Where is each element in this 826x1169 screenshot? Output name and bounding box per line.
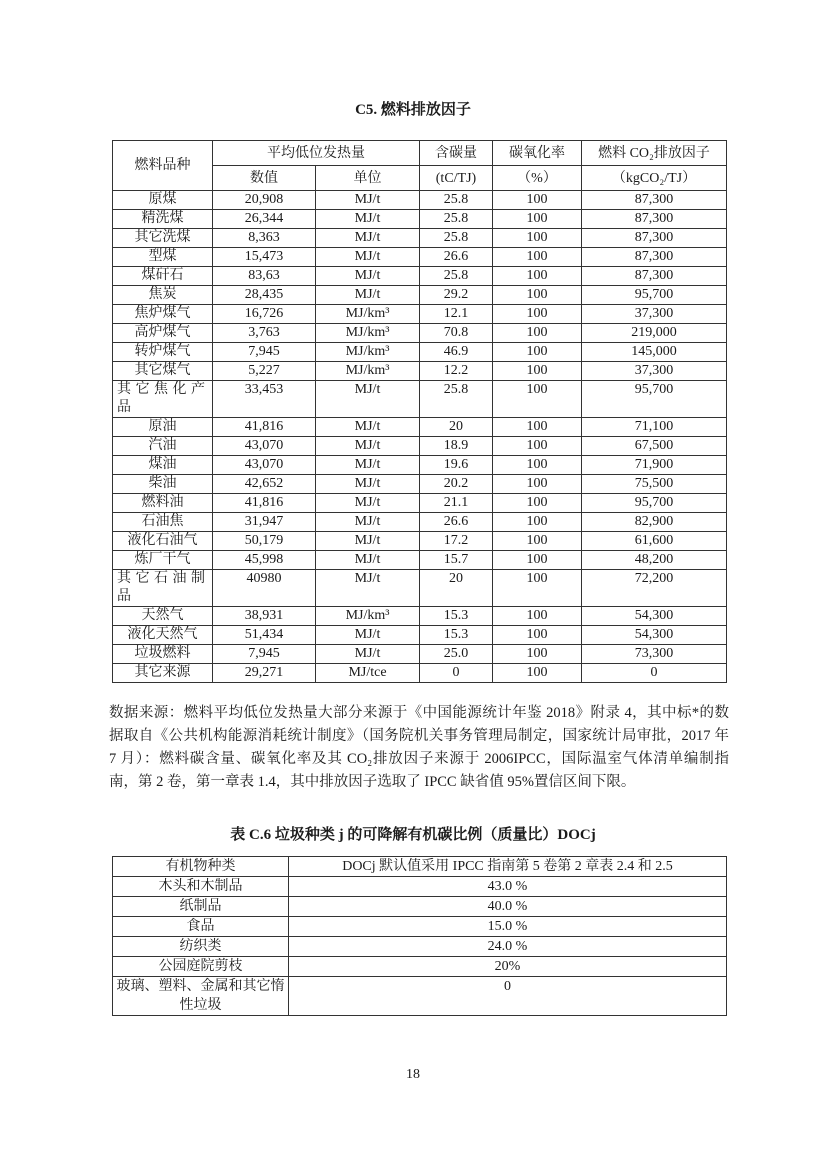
carbon-content-cell: 25.8 [420, 229, 493, 248]
unit-cell: MJ/t [316, 494, 420, 513]
fuel-table-row [113, 191, 727, 210]
organic-type-cell: 公园庭院剪枝 [113, 957, 289, 977]
organic-type-cell: 纺织类 [113, 937, 289, 957]
fuel-name-cell: 精洗煤 [113, 210, 213, 229]
oxidation-rate-cell: 100 [493, 418, 582, 437]
fuel-name-cell: 焦炉煤气 [113, 305, 213, 324]
carbon-content-cell: 20.2 [420, 475, 493, 494]
heating-value-cell: 8,363 [213, 229, 316, 248]
docj-value-cell: 0 [289, 977, 727, 1016]
carbon-content-cell: 15.3 [420, 607, 493, 626]
oxidation-rate-cell: 100 [493, 343, 582, 362]
fuel-table-row [113, 645, 727, 664]
source-note-line: 7 月）：燃料碳含量、碳氧化率及其 CO₂排放因子来源于 2006IPCC，国际温室气体清单编制指 [109, 751, 729, 767]
fuel-table-row [113, 437, 727, 456]
oxidation-rate-cell: 100 [493, 494, 582, 513]
heating-value-cell: 42,652 [213, 475, 316, 494]
carbon-content-cell: 70.8 [420, 324, 493, 343]
oxidation-rate-cell: 100 [493, 456, 582, 475]
fuel-table-row [113, 626, 727, 645]
oxidation-rate-cell: 100 [493, 286, 582, 305]
oxidation-rate-cell: 100 [493, 267, 582, 286]
page-number: 18 [406, 1067, 420, 1082]
emission-factor-cell: 71,100 [582, 418, 727, 437]
emission-factor-cell: 87,300 [582, 191, 727, 210]
unit-cell: MJ/t [316, 248, 420, 267]
col-header-oxidation-rate: 碳氧化率 [493, 141, 582, 166]
organic-type-cell: 木头和木制品 [113, 877, 289, 897]
carbon-content-cell: 15.3 [420, 626, 493, 645]
emission-factor-cell: 37,300 [582, 362, 727, 381]
fuel-name-cell: 型煤 [113, 248, 213, 267]
fuel-name-cell: 其它洗煤 [113, 229, 213, 248]
fuel-table-row [113, 418, 727, 437]
fuel-table-row [113, 456, 727, 475]
col-header-emission-factor: 燃料 CO₂排放因子 [582, 141, 727, 166]
oxidation-rate-cell: 100 [493, 437, 582, 456]
docj-value-cell: 43.0 % [289, 877, 727, 897]
emission-factor-cell: 73,300 [582, 645, 727, 664]
heating-value-cell: 41,816 [213, 494, 316, 513]
emission-factor-cell: 87,300 [582, 248, 727, 267]
fuel-name-cell: 其它石油制品 [113, 570, 213, 607]
col-header-oxidation-unit: （%） [493, 166, 582, 191]
unit-cell: MJ/t [316, 570, 420, 607]
carbon-content-cell: 15.7 [420, 551, 493, 570]
emission-factor-cell: 54,300 [582, 626, 727, 645]
unit-cell: MJ/tce [316, 664, 420, 683]
col-header-heating-value: 平均低位发热量 [213, 141, 420, 166]
fuel-table-header-row-1 [113, 141, 727, 166]
fuel-table-body [113, 191, 727, 683]
docj-value-cell: 20% [289, 957, 727, 977]
heating-value-cell: 83,63 [213, 267, 316, 286]
carbon-content-cell: 25.8 [420, 267, 493, 286]
emission-factor-cell: 82,900 [582, 513, 727, 532]
organic-type-cell: 玻璃、塑料、金属和其它惰性垃圾 [113, 977, 289, 1016]
doc-table-row [113, 877, 727, 897]
carbon-content-cell: 17.2 [420, 532, 493, 551]
carbon-content-cell: 0 [420, 664, 493, 683]
doc-table-header-row [113, 857, 727, 877]
oxidation-rate-cell: 100 [493, 305, 582, 324]
fuel-name-cell: 其它来源 [113, 664, 213, 683]
carbon-content-cell: 25.8 [420, 210, 493, 229]
data-source-note [109, 702, 729, 794]
col-header-organic-type: 有机物种类 [113, 857, 289, 877]
heating-value-cell: 38,931 [213, 607, 316, 626]
source-note-line: 据取自《公共机构能源消耗统计制度》（国务院机关事务管理局制定，国家统计局审批，2017 年 [109, 728, 729, 744]
emission-factor-cell: 0 [582, 664, 727, 683]
oxidation-rate-cell: 100 [493, 664, 582, 683]
fuel-name-cell: 焦炭 [113, 286, 213, 305]
unit-cell: MJ/t [316, 286, 420, 305]
emission-factor-cell: 87,300 [582, 229, 727, 248]
unit-cell: MJ/t [316, 229, 420, 248]
organic-type-cell: 纸制品 [113, 897, 289, 917]
col-header-fuel-type: 燃料品种 [113, 141, 213, 191]
docj-value-cell: 15.0 % [289, 917, 727, 937]
fuel-name-cell: 炼厂干气 [113, 551, 213, 570]
unit-cell: MJ/km³ [316, 362, 420, 381]
fuel-table-row [113, 494, 727, 513]
fuel-table-row [113, 551, 727, 570]
fuel-table-row [113, 513, 727, 532]
emission-factor-cell: 72,200 [582, 570, 727, 607]
oxidation-rate-cell: 100 [493, 191, 582, 210]
fuel-table-row [113, 475, 727, 494]
unit-cell: MJ/t [316, 551, 420, 570]
fuel-name-cell: 柴油 [113, 475, 213, 494]
heating-value-cell: 3,763 [213, 324, 316, 343]
oxidation-rate-cell: 100 [493, 645, 582, 664]
oxidation-rate-cell: 100 [493, 513, 582, 532]
emission-factor-cell: 75,500 [582, 475, 727, 494]
fuel-name-cell: 天然气 [113, 607, 213, 626]
heating-value-cell: 51,434 [213, 626, 316, 645]
carbon-content-cell: 26.6 [420, 513, 493, 532]
col-header-docj-default: DOCj 默认值采用 IPCC 指南第 5 卷第 2 章表 2.4 和 2.5 [289, 857, 727, 877]
fuel-name-cell: 液化石油气 [113, 532, 213, 551]
heating-value-cell: 50,179 [213, 532, 316, 551]
fuel-table-row [113, 381, 727, 418]
oxidation-rate-cell: 100 [493, 248, 582, 267]
doc-table-row [113, 977, 727, 1016]
emission-factor-cell: 87,300 [582, 210, 727, 229]
unit-cell: MJ/t [316, 513, 420, 532]
emission-factor-cell: 54,300 [582, 607, 727, 626]
unit-cell: MJ/t [316, 626, 420, 645]
unit-cell: MJ/km³ [316, 343, 420, 362]
col-header-carbon-content: 含碳量 [420, 141, 493, 166]
fuel-table-row [113, 570, 727, 607]
doc-table-body [113, 877, 727, 1016]
unit-cell: MJ/t [316, 418, 420, 437]
fuel-table-row [113, 343, 727, 362]
emission-factor-cell: 71,900 [582, 456, 727, 475]
heating-value-cell: 15,473 [213, 248, 316, 267]
oxidation-rate-cell: 100 [493, 570, 582, 607]
carbon-content-cell: 29.2 [420, 286, 493, 305]
fuel-table-row [113, 229, 727, 248]
doc-table-row [113, 897, 727, 917]
unit-cell: MJ/t [316, 191, 420, 210]
fuel-name-cell: 汽油 [113, 437, 213, 456]
fuel-name-cell: 转炉煤气 [113, 343, 213, 362]
heating-value-cell: 40980 [213, 570, 316, 607]
heating-value-cell: 41,816 [213, 418, 316, 437]
source-note-line: 数据来源：燃料平均低位发热量大部分来源于《中国能源统计年鉴 2018》附录 4，其中标*的数 [109, 705, 729, 721]
col-header-unit: 单位 [316, 166, 420, 191]
fuel-table-row [113, 362, 727, 381]
col-header-value: 数值 [213, 166, 316, 191]
unit-cell: MJ/t [316, 645, 420, 664]
col-header-emission-factor-unit: （kgCO₂/TJ） [582, 166, 727, 191]
organic-type-cell: 食品 [113, 917, 289, 937]
carbon-content-cell: 25.0 [420, 645, 493, 664]
heating-value-cell: 29,271 [213, 664, 316, 683]
fuel-table-row [113, 664, 727, 683]
emission-factor-cell: 145,000 [582, 343, 727, 362]
oxidation-rate-cell: 100 [493, 324, 582, 343]
fuel-emission-factor-table [112, 140, 727, 683]
heating-value-cell: 31,947 [213, 513, 316, 532]
heating-value-cell: 45,998 [213, 551, 316, 570]
oxidation-rate-cell: 100 [493, 229, 582, 248]
carbon-content-cell: 25.8 [420, 381, 493, 418]
fuel-table-row [113, 607, 727, 626]
oxidation-rate-cell: 100 [493, 475, 582, 494]
doc-table-row [113, 957, 727, 977]
carbon-content-cell: 46.9 [420, 343, 493, 362]
fuel-name-cell: 原油 [113, 418, 213, 437]
unit-cell: MJ/km³ [316, 305, 420, 324]
carbon-content-cell: 12.2 [420, 362, 493, 381]
oxidation-rate-cell: 100 [493, 381, 582, 418]
fuel-table-row [113, 532, 727, 551]
emission-factor-cell: 67,500 [582, 437, 727, 456]
col-header-carbon-unit: (tC/TJ) [420, 166, 493, 191]
heating-value-cell: 43,070 [213, 437, 316, 456]
emission-factor-cell: 61,600 [582, 532, 727, 551]
unit-cell: MJ/t [316, 267, 420, 286]
unit-cell: MJ/t [316, 475, 420, 494]
emission-factor-cell: 87,300 [582, 267, 727, 286]
unit-cell: MJ/t [316, 532, 420, 551]
heating-value-cell: 7,945 [213, 645, 316, 664]
oxidation-rate-cell: 100 [493, 626, 582, 645]
fuel-name-cell: 高炉煤气 [113, 324, 213, 343]
emission-factor-cell: 219,000 [582, 324, 727, 343]
emission-factor-cell: 95,700 [582, 381, 727, 418]
fuel-name-cell: 煤矸石 [113, 267, 213, 286]
oxidation-rate-cell: 100 [493, 210, 582, 229]
unit-cell: MJ/t [316, 437, 420, 456]
fuel-name-cell: 原煤 [113, 191, 213, 210]
doc-table-row [113, 937, 727, 957]
fuel-table-row [113, 305, 727, 324]
heating-value-cell: 16,726 [213, 305, 316, 324]
fuel-name-cell: 垃圾燃料 [113, 645, 213, 664]
carbon-content-cell: 26.6 [420, 248, 493, 267]
carbon-content-cell: 19.6 [420, 456, 493, 475]
table-c6-title: 表 C.6 垃圾种类 j 的可降解有机碳比例（质量比）DOCj [230, 827, 596, 843]
doc-table-row [113, 917, 727, 937]
unit-cell: MJ/t [316, 381, 420, 418]
unit-cell: MJ/km³ [316, 324, 420, 343]
carbon-content-cell: 25.8 [420, 191, 493, 210]
doc-ratio-table [112, 856, 727, 1016]
unit-cell: MJ/t [316, 456, 420, 475]
emission-factor-cell: 37,300 [582, 305, 727, 324]
unit-cell: MJ/t [316, 210, 420, 229]
carbon-content-cell: 20 [420, 570, 493, 607]
docj-value-cell: 24.0 % [289, 937, 727, 957]
heating-value-cell: 20,908 [213, 191, 316, 210]
fuel-table-row [113, 324, 727, 343]
fuel-table-row [113, 286, 727, 305]
fuel-name-cell: 其它煤气 [113, 362, 213, 381]
docj-value-cell: 40.0 % [289, 897, 727, 917]
heating-value-cell: 5,227 [213, 362, 316, 381]
heating-value-cell: 26,344 [213, 210, 316, 229]
section-title-fuel-emission-factors: C5. 燃料排放因子 [355, 102, 471, 118]
oxidation-rate-cell: 100 [493, 607, 582, 626]
heating-value-cell: 7,945 [213, 343, 316, 362]
fuel-name-cell: 燃料油 [113, 494, 213, 513]
heating-value-cell: 43,070 [213, 456, 316, 475]
fuel-table-row [113, 210, 727, 229]
carbon-content-cell: 20 [420, 418, 493, 437]
emission-factor-cell: 95,700 [582, 494, 727, 513]
oxidation-rate-cell: 100 [493, 362, 582, 381]
fuel-table-row [113, 248, 727, 267]
heating-value-cell: 33,453 [213, 381, 316, 418]
emission-factor-cell: 48,200 [582, 551, 727, 570]
fuel-name-cell: 石油焦 [113, 513, 213, 532]
heating-value-cell: 28,435 [213, 286, 316, 305]
carbon-content-cell: 21.1 [420, 494, 493, 513]
source-note-line: 南，第 2 卷，第一章表 1.4，其中排放因子选取了 IPCC 缺省值 95%置信区间下限。 [109, 774, 636, 790]
oxidation-rate-cell: 100 [493, 532, 582, 551]
unit-cell: MJ/km³ [316, 607, 420, 626]
carbon-content-cell: 12.1 [420, 305, 493, 324]
emission-factor-cell: 95,700 [582, 286, 727, 305]
carbon-content-cell: 18.9 [420, 437, 493, 456]
fuel-name-cell: 液化天然气 [113, 626, 213, 645]
fuel-name-cell: 其它焦化产品 [113, 381, 213, 418]
oxidation-rate-cell: 100 [493, 551, 582, 570]
fuel-table-row [113, 267, 727, 286]
fuel-name-cell: 煤油 [113, 456, 213, 475]
